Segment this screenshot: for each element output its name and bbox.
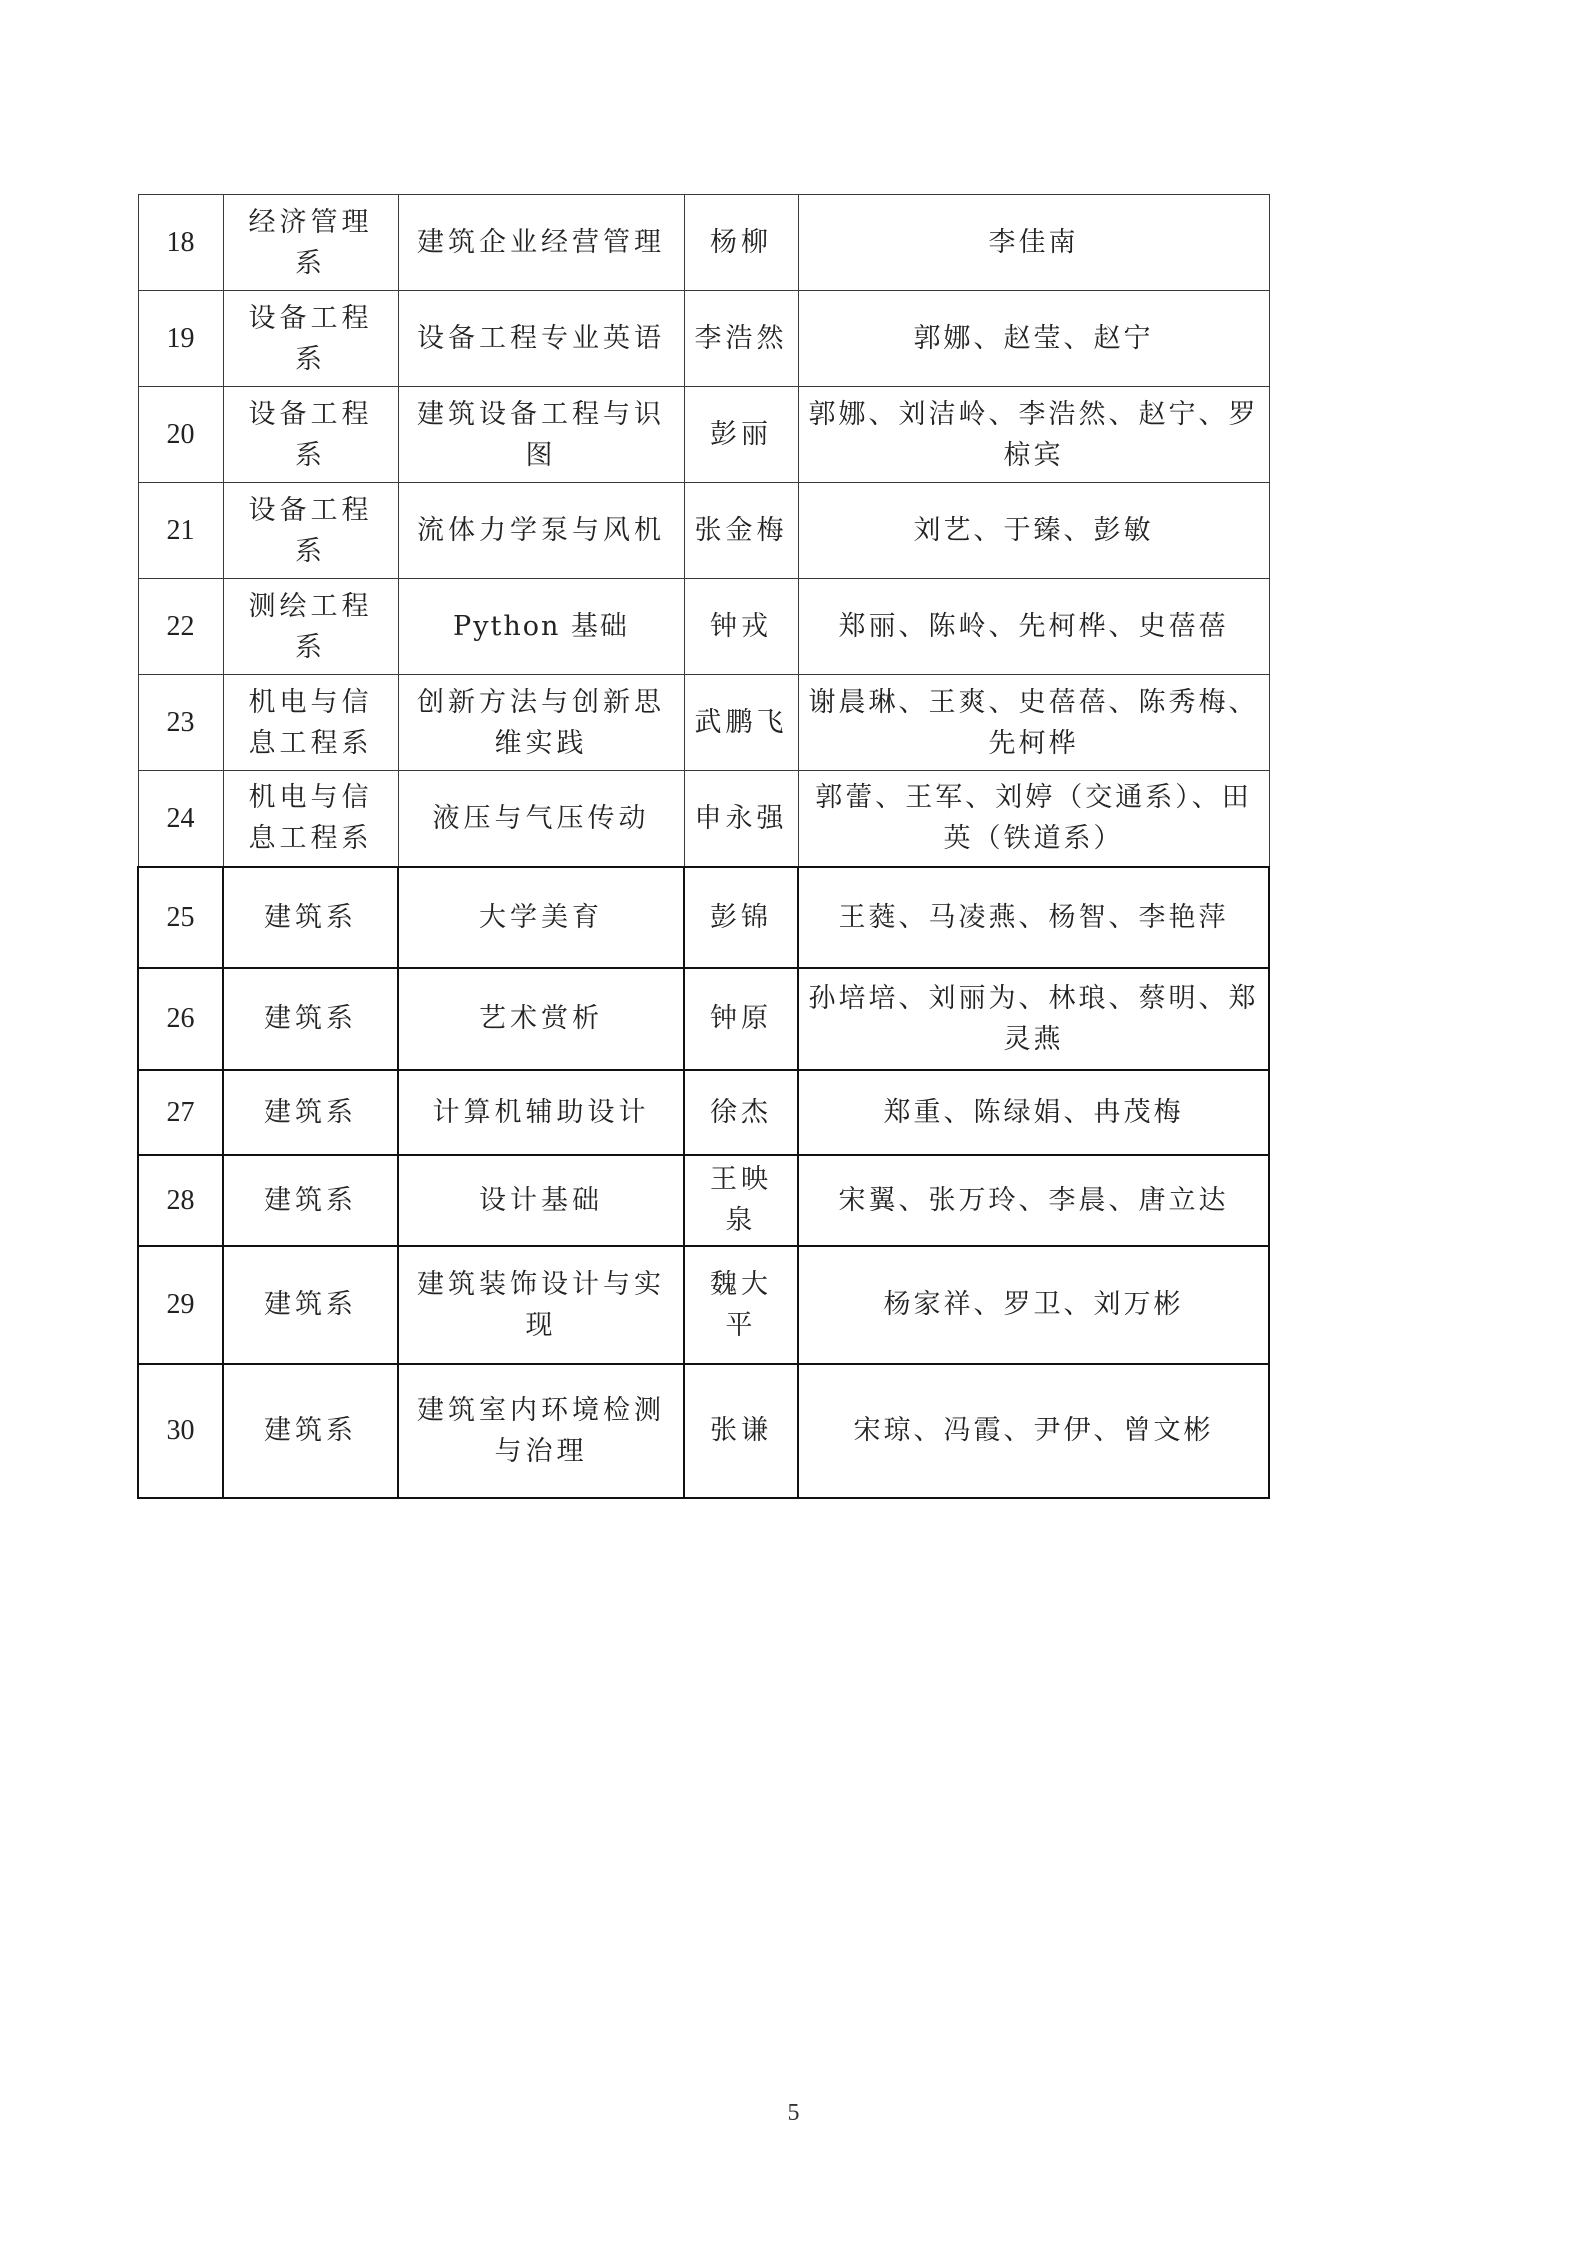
table-row	[138, 867, 1269, 968]
page-number: 5	[787, 2100, 800, 2126]
row-number: 27	[138, 1070, 223, 1155]
row-number: 26	[138, 968, 223, 1070]
course-leader-cell: 钟戎	[684, 579, 798, 675]
course-leader-cell: 张金梅	[684, 483, 798, 579]
row-number: 21	[138, 483, 223, 579]
row-number: 24	[138, 771, 223, 867]
course-leader-cell: 张谦	[684, 1364, 798, 1498]
table-row	[138, 387, 1269, 483]
row-number: 29	[138, 1246, 223, 1364]
department-cell: 建筑系	[223, 1155, 398, 1246]
course-name-cell: 计算机辅助设计	[398, 1070, 684, 1155]
course-name-cell: 设备工程专业英语	[398, 291, 684, 387]
course-leader-cell: 徐杰	[684, 1070, 798, 1155]
team-members-cell: 郑重、陈绿娟、冉茂梅	[798, 1070, 1269, 1155]
table-row	[138, 1364, 1269, 1498]
row-number: 20	[138, 387, 223, 483]
department-cell: 经济管理系	[223, 195, 398, 291]
table-row	[138, 195, 1269, 291]
team-members-cell: 李佳南	[798, 195, 1269, 291]
table-row	[138, 483, 1269, 579]
table-row	[138, 579, 1269, 675]
course-table-body	[138, 195, 1269, 1498]
team-members-cell: 杨家祥、罗卫、刘万彬	[798, 1246, 1269, 1364]
team-members-cell: 宋翼、张万玲、李晨、唐立达	[798, 1155, 1269, 1246]
course-leader-cell: 魏大平	[684, 1246, 798, 1364]
course-leader-cell: 彭锦	[684, 867, 798, 968]
department-cell: 建筑系	[223, 968, 398, 1070]
table-row	[138, 771, 1269, 867]
row-number: 25	[138, 867, 223, 968]
row-number: 18	[138, 195, 223, 291]
row-number: 19	[138, 291, 223, 387]
course-name-cell: 大学美育	[398, 867, 684, 968]
department-cell: 设备工程系	[223, 387, 398, 483]
course-leader-cell: 彭丽	[684, 387, 798, 483]
row-number: 28	[138, 1155, 223, 1246]
table-row	[138, 1155, 1269, 1246]
department-cell: 设备工程系	[223, 291, 398, 387]
team-members-cell: 郭娜、刘洁岭、李浩然、赵宁、罗椋宾	[798, 387, 1269, 483]
team-members-cell: 孙培培、刘丽为、林琅、蔡明、郑灵燕	[798, 968, 1269, 1070]
department-cell: 测绘工程系	[223, 579, 398, 675]
course-name-cell: 建筑装饰设计与实现	[398, 1246, 684, 1364]
course-name-cell: 流体力学泵与风机	[398, 483, 684, 579]
course-leader-cell: 李浩然	[684, 291, 798, 387]
course-leader-cell: 申永强	[684, 771, 798, 867]
course-name-cell: 建筑室内环境检测与治理	[398, 1364, 684, 1498]
course-name-cell: 液压与气压传动	[398, 771, 684, 867]
course-leader-cell: 武鹏飞	[684, 675, 798, 771]
course-leader-cell: 王映泉	[684, 1155, 798, 1246]
row-number: 22	[138, 579, 223, 675]
course-leader-cell: 钟原	[684, 968, 798, 1070]
department-cell: 机电与信息工程系	[223, 771, 398, 867]
team-members-cell: 郑丽、陈岭、先柯桦、史蓓蓓	[798, 579, 1269, 675]
team-members-cell: 郭娜、赵莹、赵宁	[798, 291, 1269, 387]
department-cell: 设备工程系	[223, 483, 398, 579]
team-members-cell: 郭蕾、王军、刘婷（交通系）、田英（铁道系）	[798, 771, 1269, 867]
team-members-cell: 王蕤、马凌燕、杨智、李艳萍	[798, 867, 1269, 968]
team-members-cell: 谢晨琳、王爽、史蓓蓓、陈秀梅、先柯桦	[798, 675, 1269, 771]
table-row	[138, 968, 1269, 1070]
team-members-cell: 宋琼、冯霞、尹伊、曾文彬	[798, 1364, 1269, 1498]
department-cell: 机电与信息工程系	[223, 675, 398, 771]
table-row	[138, 675, 1269, 771]
row-number: 30	[138, 1364, 223, 1498]
department-cell: 建筑系	[223, 1070, 398, 1155]
course-name-cell: 艺术赏析	[398, 968, 684, 1070]
course-leader-cell: 杨柳	[684, 195, 798, 291]
table-row	[138, 1246, 1269, 1364]
department-cell: 建筑系	[223, 1364, 398, 1498]
course-name-cell: 设计基础	[398, 1155, 684, 1246]
department-cell: 建筑系	[223, 867, 398, 968]
team-members-cell: 刘艺、于臻、彭敏	[798, 483, 1269, 579]
department-cell: 建筑系	[223, 1246, 398, 1364]
table-row	[138, 291, 1269, 387]
course-table	[137, 194, 1270, 1499]
course-name-cell: 建筑企业经营管理	[398, 195, 684, 291]
row-number: 23	[138, 675, 223, 771]
course-name-cell: 建筑设备工程与识图	[398, 387, 684, 483]
course-name-cell: 创新方法与创新思维实践	[398, 675, 684, 771]
course-name-cell: Python 基础	[398, 579, 684, 675]
table-row	[138, 1070, 1269, 1155]
